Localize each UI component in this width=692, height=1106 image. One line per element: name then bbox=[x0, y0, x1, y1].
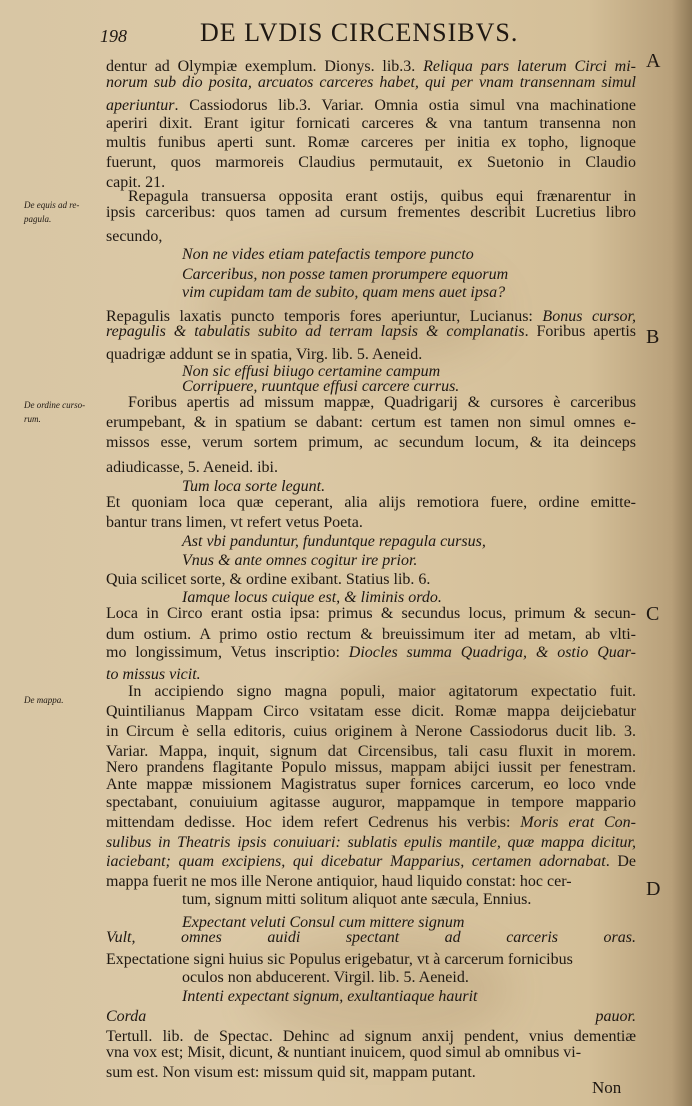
roman-text: dentur ad Olympiæ exemplum. Dionys. lib.3. bbox=[106, 58, 424, 75]
roman-text: spectabant, conuiuium agitasse auguror, mappamque in tempore mappario bbox=[106, 794, 636, 811]
catchword: Non bbox=[592, 1078, 622, 1097]
margin-note-line: pagula. bbox=[24, 214, 52, 224]
verse-line bbox=[182, 968, 469, 988]
text-line bbox=[106, 775, 636, 795]
italic-text: Expectant veluti Consul cum mittere signum bbox=[182, 914, 465, 931]
verse-line bbox=[182, 532, 486, 552]
text-line bbox=[106, 1043, 581, 1063]
roman-text: Repagula transuersa opposita erant ostijs, quibus equi frænarentur in bbox=[128, 188, 636, 205]
roman-text: secundo, bbox=[106, 228, 163, 245]
roman-text: ipsis carceribus: quos tamen ad cursum frementes describit Lucretius libro bbox=[106, 204, 636, 221]
roman-text: dum ostium. A primo ostio rectum & breuissimum iter ad metam, ab vlti- bbox=[106, 626, 636, 643]
italic-text: Iamque locus cuique est, & liminis ordo. bbox=[182, 589, 442, 606]
margin-note bbox=[24, 198, 79, 226]
italic-text: Bonus cursor, bbox=[542, 308, 636, 325]
verse-line bbox=[182, 987, 478, 1007]
running-title: DE LVDIS CIRCENSIBVS. bbox=[200, 18, 519, 47]
roman-text: mo longissimum, Vetus inscriptio: bbox=[106, 644, 349, 661]
text-line bbox=[106, 114, 636, 134]
text-line bbox=[106, 813, 636, 833]
text-line bbox=[106, 203, 636, 223]
section-letter: A bbox=[646, 50, 661, 72]
text-line bbox=[106, 96, 636, 116]
text-line bbox=[106, 1007, 636, 1027]
text-line bbox=[106, 73, 636, 93]
italic-text: Corripuere, ruuntque effusi carcere currus. bbox=[182, 378, 460, 395]
verse-line bbox=[182, 890, 531, 910]
roman-text: mittendam dedisse. Hoc idem refert Cedrenus his verbis: bbox=[106, 814, 521, 831]
roman-text: In accipiendo signo magna populi, maior agitatorum expectatio fuit. bbox=[128, 683, 636, 700]
page-number: 198 bbox=[100, 26, 127, 46]
italic-text: to missus vicit. bbox=[106, 666, 201, 683]
roman-text: erumpebant, & in spatium se dabant: certum est tamen non simul omnes e- bbox=[106, 414, 636, 431]
text-line bbox=[106, 493, 636, 513]
roman-text: Ante mappæ missionem Magistratus super fornices carcerum, eo loco vnde bbox=[106, 776, 636, 793]
roman-text: in Circum è sella editoris, cuius originem à Nerone Cassiodorus ducit lib. 3. bbox=[106, 723, 636, 740]
italic-text: Vult, omnes auidi spectant ad carceris oras. bbox=[106, 929, 636, 946]
roman-text: . Cassiodorus lib.3. Variar. Omnia ostia simul vna machinatione bbox=[174, 97, 636, 114]
text-line bbox=[106, 950, 573, 970]
text-line bbox=[106, 643, 636, 663]
roman-text: Et quoniam loca quæ ceperant, alia alijs remotiora fuere, ordine emitte- bbox=[106, 494, 636, 511]
text-line bbox=[106, 604, 636, 624]
roman-text: Quintilianus Mappam Circo vsitatam esse dicit. Romæ mappa deijciebatur bbox=[106, 703, 636, 720]
text-line bbox=[106, 227, 162, 247]
margin-note bbox=[24, 398, 85, 426]
text-line bbox=[106, 413, 636, 433]
section-letter: C bbox=[646, 603, 660, 625]
section-letter: B bbox=[646, 326, 660, 348]
italic-text: Moris erat Con- bbox=[520, 814, 637, 831]
text-line bbox=[106, 133, 636, 153]
margin-note-line: De mappa. bbox=[24, 695, 64, 705]
verse-line bbox=[182, 245, 474, 265]
text-line bbox=[106, 570, 430, 590]
italic-text: Carceribus, non posse tamen prorumpere equorum bbox=[182, 266, 509, 283]
section-letter: D bbox=[646, 878, 661, 900]
italic-text: Non sic effusi biiugo certamine campum bbox=[182, 363, 441, 380]
italic-text: Non ne vides etiam patefactis tempore puncto bbox=[182, 246, 474, 263]
text-line bbox=[106, 153, 636, 173]
text-line bbox=[106, 513, 363, 533]
italic-text: vim cupidam tam de subito, quam mens auet ipsa? bbox=[182, 284, 506, 301]
roman-text: Tertull. lib. de Spectac. Dehinc ad signum anxij pendent, vnius dementiæ bbox=[106, 1028, 636, 1045]
text-line bbox=[128, 682, 636, 702]
roman-text: multis funibus aperti sunt. Romæ carceres per initia ex topho, lignoque bbox=[106, 134, 636, 151]
text-line bbox=[106, 852, 636, 872]
italic-text: Vnus & ante omnes cogitur ire prior. bbox=[182, 552, 418, 569]
roman-text: Nero prandens flagitante Populo missus, mappam abijci iussit per fenestram. bbox=[106, 759, 636, 776]
roman-text: missos esse, verum sortem primum, ac secundum locum, & ita deinceps bbox=[106, 434, 636, 451]
margin-note bbox=[24, 693, 64, 707]
italic-text: Ast vbi panduntur, funduntque repagula cursus, bbox=[182, 533, 486, 550]
verse-line bbox=[182, 283, 505, 303]
italic-text: Tum loca sorte legunt. bbox=[182, 478, 326, 495]
roman-text: quadrigæ addunt se in spatia, Virg. lib. 5. Aeneid. bbox=[106, 346, 423, 363]
roman-text: Foribus apertis ad missum mappæ, Quadrigarij & cursores è carceribus bbox=[128, 394, 636, 411]
text-line bbox=[106, 833, 636, 853]
roman-text: adiudicasse, 5. Aeneid. ibi. bbox=[106, 459, 278, 476]
italic-text: norum sub dio posita, arcuatos carceres habet, qui per vnam transennam simul bbox=[106, 74, 636, 91]
roman-text: Loca in Circo erant ostia ipsa: primus & secundus locus, primum & secun- bbox=[106, 605, 636, 622]
roman-text: fuerunt, quos marmoreis Claudius permutauit, ex Suetonio in Claudio bbox=[106, 154, 636, 171]
roman-text: mappa fuerit ne mos ille Nerone antiquior, haud liquido constat: hoc cer- bbox=[106, 873, 572, 890]
verse-line bbox=[182, 265, 508, 285]
roman-text: sum est. Non visum est: missum quid sit, mappam putant. bbox=[106, 1064, 476, 1081]
italic-text: Intenti expectant signum, exultantiaque haurit bbox=[182, 988, 478, 1005]
text-line bbox=[106, 1063, 476, 1083]
italic-text: Corda pauor. bbox=[106, 1008, 636, 1025]
roman-text: bantur trans limen, vt refert vetus Poeta. bbox=[106, 514, 363, 531]
text-line bbox=[106, 458, 278, 478]
roman-text: tum, signum mitti solitum aliquot ante sæcula, Ennius. bbox=[182, 891, 532, 908]
margin-note-line: rum. bbox=[24, 414, 41, 424]
italic-text: repagulis & tabulatis subito ad terram lapsis & complanatis bbox=[106, 323, 525, 340]
text-line bbox=[106, 722, 636, 742]
roman-text: oculos non abducerent. Virgil. lib. 5. Aeneid. bbox=[182, 969, 469, 986]
roman-text: Repagulis laxatis puncto temporis fores aperiuntur, Lucianus: bbox=[106, 308, 543, 325]
text-line bbox=[106, 433, 636, 453]
roman-text: capit. 21. bbox=[106, 174, 166, 191]
text-line bbox=[106, 928, 636, 948]
italic-text: iaciebant; quam excipiens, qui dicebatur Mapparius, certamen adornabat bbox=[106, 853, 606, 870]
roman-text: . Foribus apertis bbox=[524, 323, 637, 340]
italic-text: Reliqua pars laterum Circi mi- bbox=[423, 58, 636, 75]
text-line bbox=[106, 793, 636, 813]
verse-line bbox=[182, 551, 417, 571]
text-line bbox=[106, 322, 636, 342]
roman-text: Expectatione signi huius sic Populus erigebatur, vt à carcerum fornicibus bbox=[106, 951, 573, 968]
roman-text: . De bbox=[605, 853, 637, 870]
margin-note-line: De equis ad re- bbox=[24, 200, 80, 210]
roman-text: vna vox est; Misit, dicunt, & nuntiant inuicem, quod simul ab omnibus vi- bbox=[106, 1044, 582, 1061]
text-line bbox=[106, 702, 636, 722]
roman-text: Quia scilicet sorte, & ordine exibant. Statius lib. 6. bbox=[106, 571, 431, 588]
italic-text: aperiuntur bbox=[106, 97, 175, 114]
italic-text: sulibus in Theatris ipsis conuiuari: sublatis epulis mantile, quæ mappa dicitur, bbox=[106, 834, 636, 851]
roman-text: Variar. Mappa, inquit, signum dat Circensibus, tali casu fluxit in morem. bbox=[106, 743, 636, 760]
text-line bbox=[128, 393, 636, 413]
roman-text: aperiri dixit. Erant igitur fornicati carceres & vna tantum transenna non bbox=[106, 115, 636, 132]
text-line bbox=[106, 625, 636, 645]
italic-text: Diocles summa Quadriga, & ostio Quar- bbox=[348, 644, 636, 661]
text-line bbox=[106, 872, 572, 892]
margin-note-line: De ordine curso- bbox=[24, 400, 86, 410]
